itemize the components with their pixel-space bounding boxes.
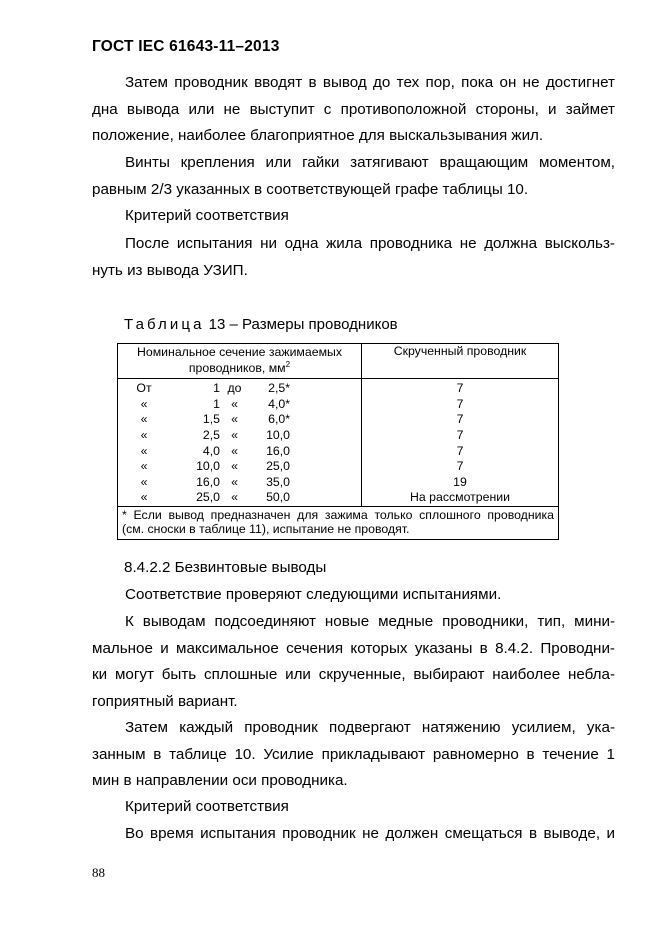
column-header-stranded: Скрученный проводник bbox=[362, 344, 559, 379]
table-row bbox=[118, 397, 559, 413]
range-part: 10,0 bbox=[266, 427, 290, 442]
table-row bbox=[118, 444, 559, 460]
document-header: ГОСТ IEC 61643-11–2013 bbox=[92, 38, 280, 55]
table-row bbox=[118, 428, 559, 444]
range-part: 25,0 bbox=[266, 459, 290, 474]
table-footnote-row bbox=[118, 506, 559, 539]
table-row bbox=[118, 459, 559, 475]
text-line: Соответствие проверяют следующими испытаниями. bbox=[125, 586, 502, 603]
range-part: до bbox=[227, 381, 242, 396]
footnote-line: * Если вывод предназначен для зажима только сплошного проводника bbox=[122, 507, 554, 522]
table-cell-value: 7 bbox=[362, 397, 559, 413]
range-part: « bbox=[140, 490, 148, 505]
text-line: Винты крепления или гайки затягивают вращающим моментом, bbox=[125, 154, 615, 171]
range-part: 35,0 bbox=[266, 474, 290, 489]
column-header-line: проводников, $мм^2$ bbox=[188, 359, 291, 375]
text-line: мальное и максимальное сечения которых указаны в 8.4.2. Проводни- bbox=[92, 639, 615, 657]
paragraph-1 bbox=[92, 70, 615, 150]
range-part: От bbox=[136, 381, 152, 396]
text-line: К выводам подсоединяют новые медные проводники, тип, мини- bbox=[125, 613, 615, 630]
superscript: 2 bbox=[285, 359, 291, 369]
range-part: 4,0* bbox=[268, 396, 290, 411]
range-part: 2,5* bbox=[268, 381, 290, 396]
paragraph-5 bbox=[92, 582, 615, 609]
table-cell-value: На рассмотрении bbox=[362, 490, 559, 506]
text-line: Во время испытания проводник не должен смещаться в выводе, и bbox=[125, 825, 615, 842]
table-cell-range bbox=[118, 381, 361, 397]
text-line: дна вывода или не выступит с противоположной стороны, и займет bbox=[92, 100, 615, 118]
range-part: « bbox=[231, 490, 238, 505]
page-number: 88 bbox=[92, 865, 105, 880]
table-cell-value: 19 bbox=[362, 475, 559, 491]
range-part: 1 bbox=[213, 396, 220, 411]
table-cell-range bbox=[118, 475, 361, 491]
table-cell-range bbox=[118, 444, 361, 460]
range-part: 2,5 bbox=[202, 427, 220, 442]
table-cell-value: 7 bbox=[362, 459, 559, 475]
range-part: 25,0 bbox=[196, 490, 220, 505]
column-header-section bbox=[118, 344, 362, 379]
table-row bbox=[118, 379, 559, 397]
section-heading: 8.4.2.2 Безвинтовые выводы bbox=[124, 559, 327, 576]
range-part: « bbox=[140, 474, 148, 489]
table-cell-range bbox=[118, 412, 361, 428]
text-line: гоприятный вариант. bbox=[92, 692, 238, 710]
text-line: нуть из вывода УЗИП. bbox=[92, 261, 248, 279]
text-line: равным 2/3 указанных в соответствующей графе таблицы 10. bbox=[92, 180, 529, 198]
table-caption-title: 13 – Размеры проводников bbox=[204, 316, 398, 333]
text-line: ки могут быть сплошные или скрученные, выбирают наиболее небла- bbox=[92, 666, 615, 683]
paragraph-7 bbox=[92, 715, 615, 795]
table-cell-range bbox=[118, 397, 361, 413]
paragraph-6 bbox=[92, 609, 615, 715]
table-cell-value: 7 bbox=[362, 379, 559, 397]
range-part: 50,0 bbox=[266, 490, 290, 505]
table-footnote bbox=[118, 506, 559, 539]
paragraph-4 bbox=[92, 231, 615, 284]
table-cell-value: 7 bbox=[362, 444, 559, 460]
conductor-sizes-table bbox=[117, 343, 559, 540]
range-part: « bbox=[140, 443, 148, 458]
text-line: Затем проводник вводят в вывод до тех пор, пока он не достигнет bbox=[125, 74, 615, 91]
paragraph-9 bbox=[92, 821, 615, 848]
table-row bbox=[118, 475, 559, 491]
table-row bbox=[118, 490, 559, 506]
table-cell-range bbox=[118, 490, 361, 506]
range-part: 16,0 bbox=[196, 474, 220, 489]
range-part: 10,0 bbox=[196, 459, 220, 474]
table-cell-range bbox=[118, 428, 361, 444]
range-part: « bbox=[231, 459, 238, 474]
table-caption-word: Таблица bbox=[124, 316, 205, 333]
range-part: « bbox=[231, 443, 238, 458]
footnote-line: (см. сноски в таблице 11), испытание не проводят. bbox=[122, 522, 410, 537]
range-part: 1,5 bbox=[202, 412, 220, 427]
range-part: « bbox=[140, 396, 148, 411]
range-part: « bbox=[231, 427, 238, 442]
text-line: Критерий соответствия bbox=[125, 798, 289, 815]
table-cell-value: 7 bbox=[362, 412, 559, 428]
table-caption bbox=[124, 316, 398, 333]
column-header-line: Номинальное сечение зажимаемых bbox=[136, 345, 343, 359]
text-line: После испытания ни одна жила проводника не должна выскольз- bbox=[125, 235, 615, 252]
paragraph-3 bbox=[92, 203, 615, 230]
range-part: « bbox=[140, 427, 148, 442]
table-header-row bbox=[118, 344, 559, 379]
range-part: 6,0* bbox=[268, 412, 290, 427]
range-part: 16,0 bbox=[266, 443, 290, 458]
text-line: Затем каждый проводник подвергают натяжению усилием, ука- bbox=[125, 719, 615, 736]
range-part: 4,0 bbox=[202, 443, 220, 458]
range-part: « bbox=[140, 412, 148, 427]
range-part: « bbox=[231, 474, 238, 489]
text-line: Критерий соответствия bbox=[125, 207, 289, 224]
range-part: « bbox=[140, 459, 148, 474]
paragraph-2 bbox=[92, 150, 615, 203]
range-part: « bbox=[231, 412, 238, 427]
paragraph-8 bbox=[92, 794, 615, 821]
range-part: « bbox=[231, 396, 238, 411]
range-part: 1 bbox=[213, 381, 220, 396]
table-cell-range bbox=[118, 459, 361, 475]
table-row bbox=[118, 412, 559, 428]
table-cell-value: 7 bbox=[362, 428, 559, 444]
text-line: положение, наиболее благоприятное для выскальзывания жил. bbox=[92, 127, 544, 144]
text-line: мин в направлении оси проводника. bbox=[92, 772, 348, 789]
text-line: занным в таблице 10. Усилие прикладывают равномерно в течение 1 bbox=[92, 745, 615, 763]
